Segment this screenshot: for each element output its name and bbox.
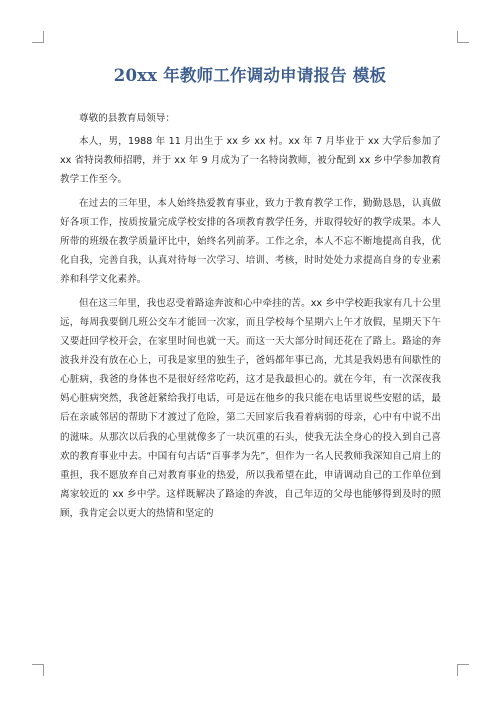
paragraph-work-achievements: 在过去的三年里，本人始终热爱教育事业，致力于教育教学工作，勤勤恳恳，认真做好各项工作，按质按量完成学校安排的各项教育教学任务，并取得较好的教学成果。本人所带的班级在教学质量评比中，始终名列前茅。工作之余，本人不忘不断地提高自我，优化自我，完善自我，认真对待每一次学习、培训、考核，时时处处力求提高自身的专业素养和科学文化素养。	[60, 197, 441, 286]
paragraph-personal-info: 本人，男，1988 年 11 月出生于 xx 乡 xx 村。xx 年 7 月毕业于 xx 大学后参加了 xx 省特岗教师招聘，并于 xx 年 9 月成为了一名特岗教师，被分配到 xx 乡中学参加教育教学工作至今。	[60, 136, 441, 186]
crop-mark-bottom-right	[457, 664, 469, 676]
salutation: 尊敬的县教育局领导：	[79, 113, 175, 124]
crop-mark-top-left	[32, 31, 44, 43]
document-title: 20xx 年教师工作调动申请报告 模板	[113, 66, 387, 85]
crop-mark-top-right	[457, 31, 469, 43]
crop-mark-bottom-left	[32, 664, 44, 676]
document-body	[60, 109, 441, 527]
paragraph-transfer-reason: 但在这三年里，我也忍受着路途奔波和心中牵挂的苦。xx 乡中学校距我家有几十公里远，每周我要倒几班公交车才能回一次家，而且学校每个星期六上午才放假，星期天下午又要赶回学校开会，在家里时间也就一天。而这一天大部分时间还花在了路上。路途的奔波我并没有放在心上，可我是家里的独生子，爸妈都年事已高，尤其是我妈患有间歇性的心脏病，我爸的身体也不是很好经常吃药，这才是我最担心的。就在今年，有一次深夜我妈心脏病突然，我爸赶紧给我打电话，可是远在他乡的我只能在电话里说些安慰的话，最后在亲戚邻居的帮助下才渡过了危险，第二天回家后我看着病弱的母亲，心中有中说不出的滋味。从那次以后我的心里就像多了一块沉重的石头，使我无法全身心的投入到自己喜欢的教育事业中去。中国有句古话“百事孝为先”，但作为一名人民教师我深知自己肩上的重担，我不愿放弃自己对教育事业的热爱，所以我希望在此，申请调动自己的工作单位到离家较近的 xx 乡中学。这样既解决了路途的奔波，自己年迈的父母也能够得到及时的照顾，我肯定会以更大的热情和坚定的	[60, 297, 441, 519]
